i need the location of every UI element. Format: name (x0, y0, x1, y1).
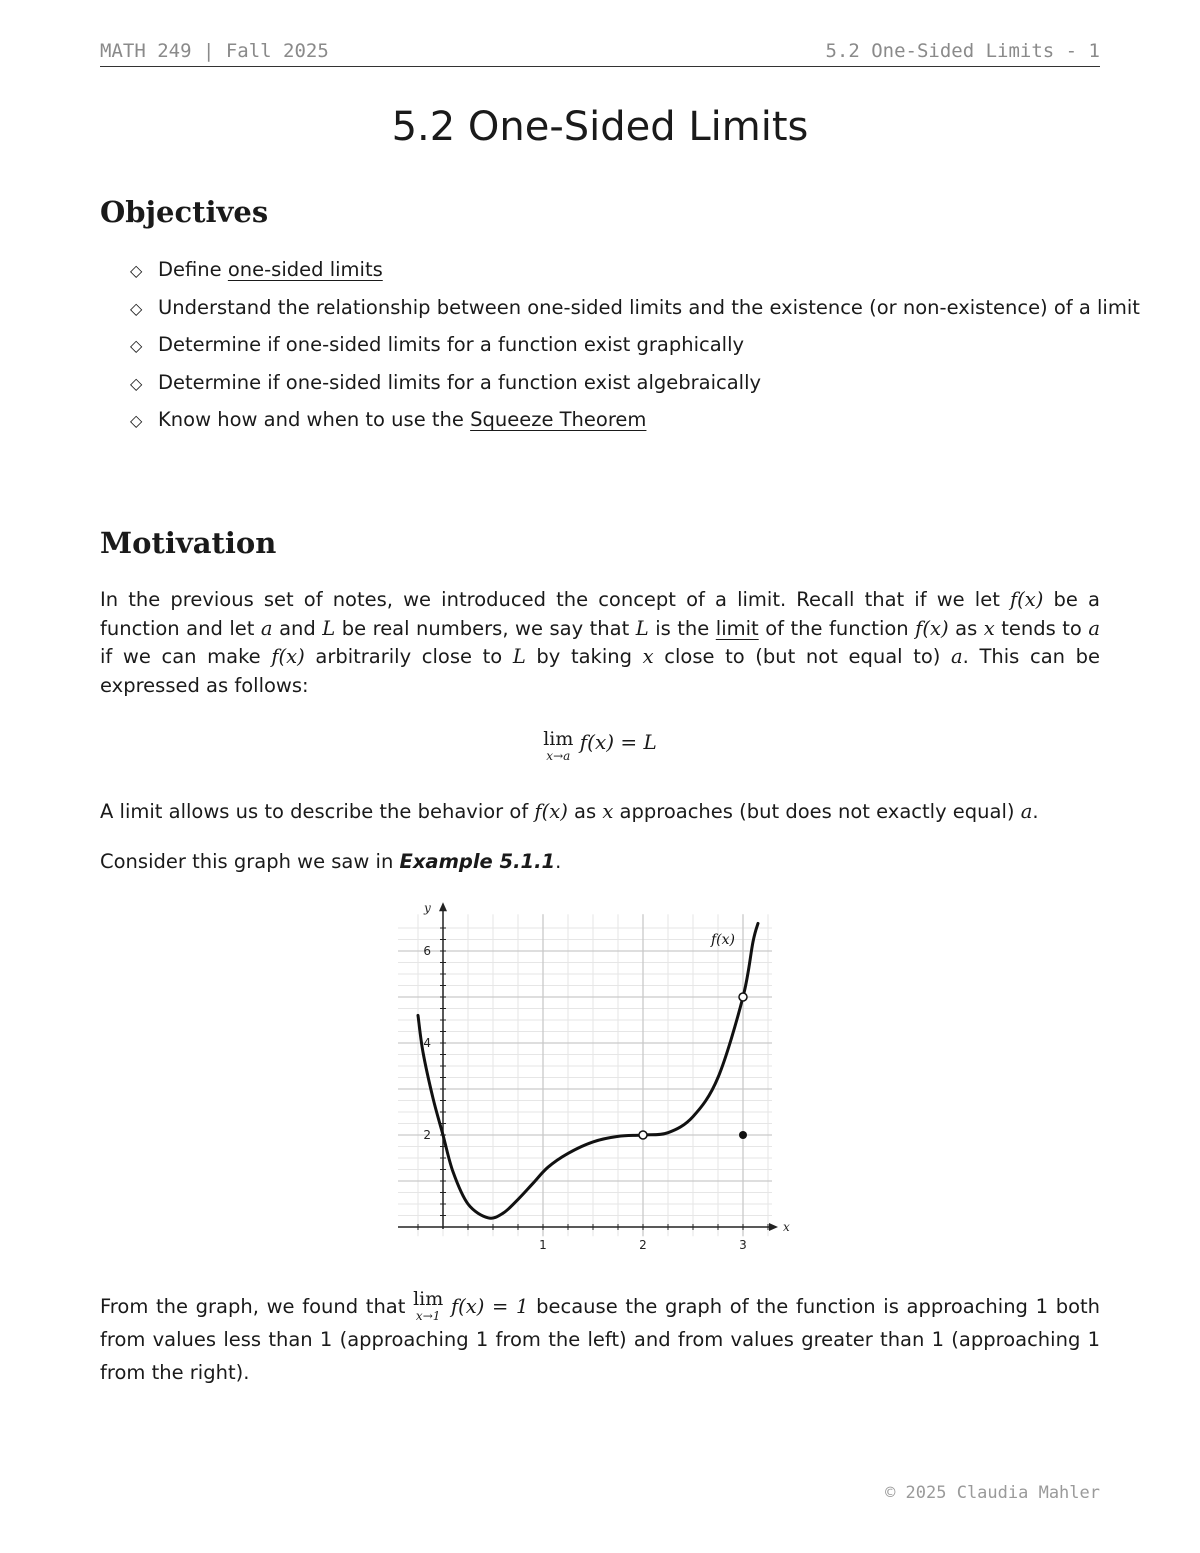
example-reference: Example 5.1.1 (399, 850, 556, 873)
objectives-list (130, 256, 1140, 444)
function-graph (380, 896, 800, 1262)
header-section-page: 5.2 One-Sided Limits - 1 (825, 40, 1100, 62)
x-tick-label: 1 (539, 1238, 547, 1252)
motivation-paragraph: In the previous set of notes, we introduced the concept of a limit. Recall that if we let f(x) be a function and let a and L be real numbers, we say that L is the limit of the function f(x) as x tends to a if we can make f(x) arbitrarily close to L by taking x close to (but not equal to) a. This can be expressed as follows: (100, 588, 1101, 697)
graph-conclusion-paragraph: From the graph, we found that lim x→1 f(x) = 1 because the graph of the function is approaching 1 both from values less than 1 (approaching 1 from the left) and from values greater than 1 (approaching 1 from the right). (100, 1288, 1101, 1384)
one-sided-limits-link[interactable]: one-sided limits (227, 258, 383, 281)
squeeze-theorem-link[interactable]: Squeeze Theorem (470, 408, 647, 431)
function-curve (418, 923, 758, 1218)
x-tick-label: 3 (739, 1238, 747, 1252)
example-reference-paragraph: Consider this graph we saw in Example 5.1.1. (100, 850, 562, 873)
motivation-heading: Motivation (100, 526, 277, 560)
copyright-footer: © 2025 Claudia Mahler (885, 1483, 1100, 1503)
x-axis-arrow-icon (769, 1223, 778, 1231)
diamond-bullet-icon: ◇ (130, 373, 143, 393)
limit-behavior-paragraph: A limit allows us to describe the behavior of f(x) as x approaches (but does not exactly equal) a. (100, 800, 1039, 823)
y-axis-label: y (424, 901, 431, 916)
limit-operator: lim x→a (543, 728, 574, 763)
y-tick-label: 4 (423, 1036, 431, 1050)
diamond-bullet-icon: ◇ (130, 411, 143, 430)
running-header (100, 38, 1100, 67)
limit-operator: lim x→1 (413, 1288, 444, 1323)
diamond-bullet-icon: ◇ (130, 336, 143, 355)
open-point (739, 993, 747, 1001)
objective-item: ◇ Determine if one-sided limits for a function exist graphically (130, 331, 1140, 369)
x-tick-label: 2 (639, 1238, 647, 1252)
curve-layer (418, 923, 758, 1218)
y-axis-arrow-icon (439, 902, 447, 911)
objective-item: ◇ Define one-sided limits (130, 256, 1140, 294)
open-point (639, 1131, 647, 1139)
objective-item: ◇ Determine if one-sided limits for a function exist algebraically (130, 369, 1140, 407)
x-axis-label: x (783, 1220, 790, 1234)
header-course: MATH 249 | Fall 2025 (100, 40, 329, 62)
y-tick-label: 2 (423, 1128, 431, 1142)
limit-definition-equation: lim x→a f(x) = L (543, 728, 657, 763)
y-tick-label: 6 (423, 944, 431, 958)
curve-label: f(x) (711, 932, 736, 949)
objective-item: ◇ Understand the relationship between one-sided limits and the existence (or non-existence) of a limit (130, 294, 1140, 332)
diamond-bullet-icon: ◇ (130, 261, 143, 280)
closed-point (739, 1131, 747, 1139)
labels-layer (423, 901, 790, 1252)
minor-grid (398, 914, 772, 1236)
diamond-bullet-icon: ◇ (130, 298, 143, 318)
objective-item: ◇ Know how and when to use the Squeeze Theorem (130, 406, 1140, 444)
page-title: 5.2 One-Sided Limits (391, 104, 809, 150)
objectives-heading: Objectives (100, 195, 269, 229)
limit-term-link[interactable]: limit (715, 616, 759, 640)
